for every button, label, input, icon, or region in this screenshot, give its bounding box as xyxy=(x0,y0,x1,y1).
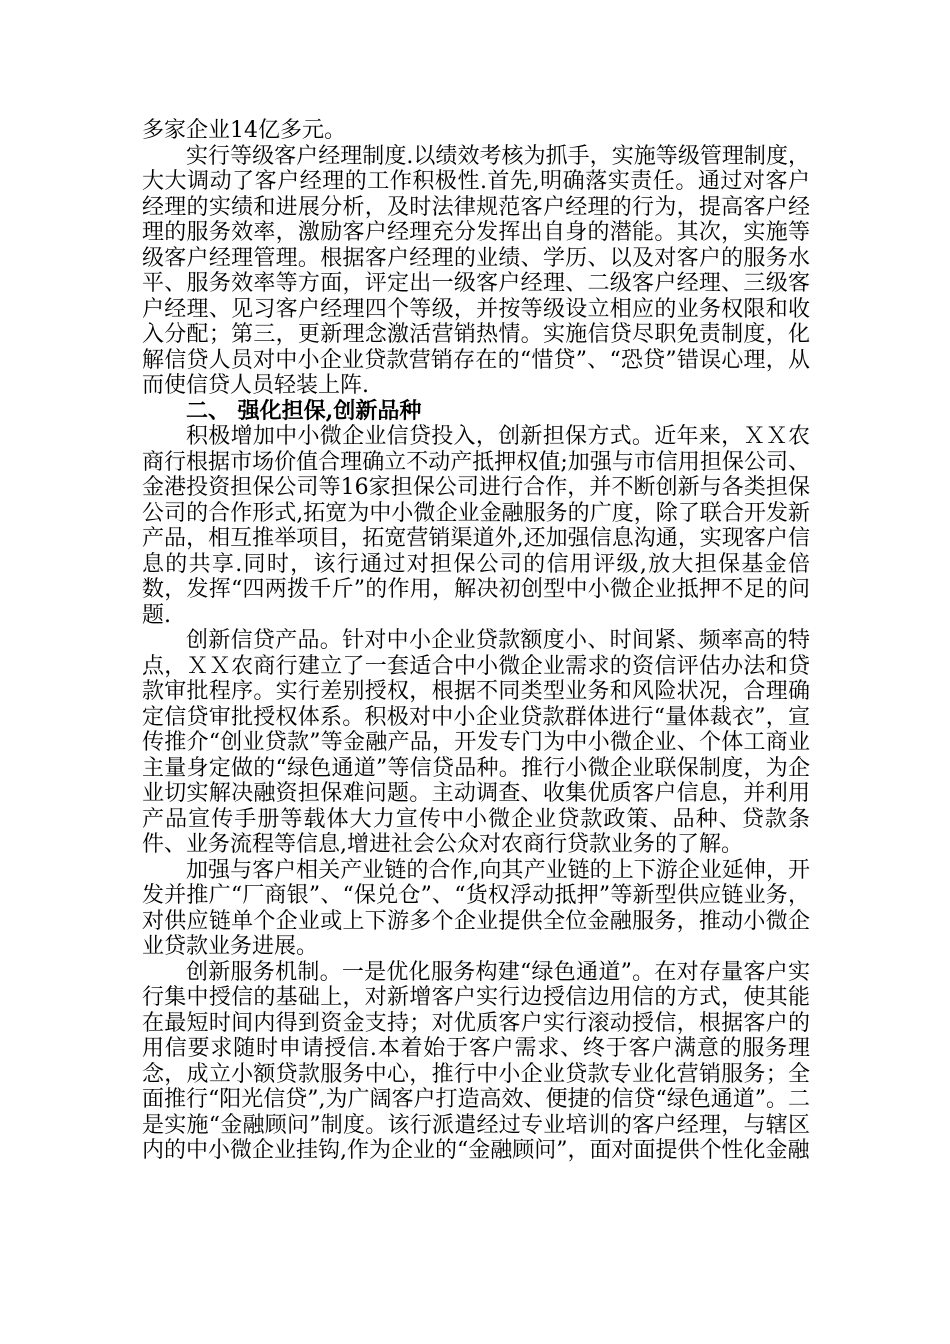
paragraph-guarantee: 积极增加中小微企业信贷投入，创新担保方式。近年来，ＸＸ农商行根据市场价值合理确立不动产抵押权值;加强与市信用担保公司、金港投资担保公司等16家担保公司进行合作，并不断创新与各类担保公司的合作形式,拓宽为中小微企业金融服务的广度，除了联合开发新产品，相互推举项目，拓宽营销渠道外,还加强信息沟通，实现客户信息的共享.同时，该行通过对担保公司的信用评级,放大担保基金倍数，发挥“四两拨千斤”的作用，解决初创型中小微企业抵押不足的问题. xyxy=(142,424,810,628)
paragraph-service-mechanism: 创新服务机制。一是优化服务构建“绿色通道”。在对存量客户实行集中授信的基础上，对新增客户实行边授信边用信的方式，使其能在最短时间内得到资金支持；对优质客户实行滚动授信，根据客户的用信要求随时申请授信.本着始于客户需求、终于客户满意的服务理念，成立小额贷款服务中心，推行中小企业贷款专业化营销服务；全面推行“阳光信贷”,为广阔客户打造高效、便捷的信贷“绿色通道”。二是实施“金融顾问”制度。该行派遣经过专业培训的客户经理，与辖区内的中小微企业挂钩,作为企业的“金融顾问”，面对面提供个性化金融 xyxy=(142,959,810,1163)
document-page xyxy=(142,118,810,1164)
paragraph-supply-chain: 加强与客户相关产业链的合作,向其产业链的上下游企业延伸，开发并推广“厂商银”、“保兑仓”、“货权浮动抵押”等新型供应链业务，对供应链单个企业或上下游多个企业提供全位金融服务，推动小微企业贷款业务进展。 xyxy=(142,857,810,959)
paragraph-customer-manager-system: 实行等级客户经理制度.以绩效考核为抓手，实施等级管理制度，大大调动了客户经理的工作积极性.首先,明确落实责任。通过对客户经理的实绩和进展分析，及时法律规范客户经理的行为，提高客户经理的服务效率，激励客户经理充分发挥出自身的潜能。其次，实施等级客户经理管理。根据客户经理的业绩、学历、以及对客户的服务水平、服务效率等方面，评定出一级客户经理、二级客户经理、三级客户经理、见习客户经理四个等级，并按等级设立相应的业务权限和收入分配；第三，更新理念激活营销热情。实施信贷尽职免责制度，化解信贷人员对中小企业贷款营销存在的“惜贷”、“恐贷”错误心理，从而使信贷人员轻装上阵. xyxy=(142,143,810,398)
paragraph-continuation: 多家企业14亿多元。 xyxy=(142,118,346,143)
paragraph-credit-products: 创新信贷产品。针对中小企业贷款额度小、时间紧、频率高的特点，ＸＸ农商行建立了一套适合中小微企业需求的资信评估办法和贷款审批程序。实行差别授权，根据不同类型业务和风险状况，合理确定信贷审批授权体系。积极对中小企业贷款群体进行“量体裁衣”，宣传推介“创业贷款”等金融产品，开发专门为中小微企业、个体工商业主量身定做的“绿色通道”等信贷品种。推行小微企业联保制度，为企业切实解决融资担保难问题。主动调查、收集优质客户信息，并利用产品宣传手册等载体大力宣传中小微企业贷款政策、品种、贷款条件、业务流程等信息,增进社会公众对农商行贷款业务的了解。 xyxy=(142,628,810,857)
section-heading: 二、 强化担保,创新品种 xyxy=(186,397,422,424)
